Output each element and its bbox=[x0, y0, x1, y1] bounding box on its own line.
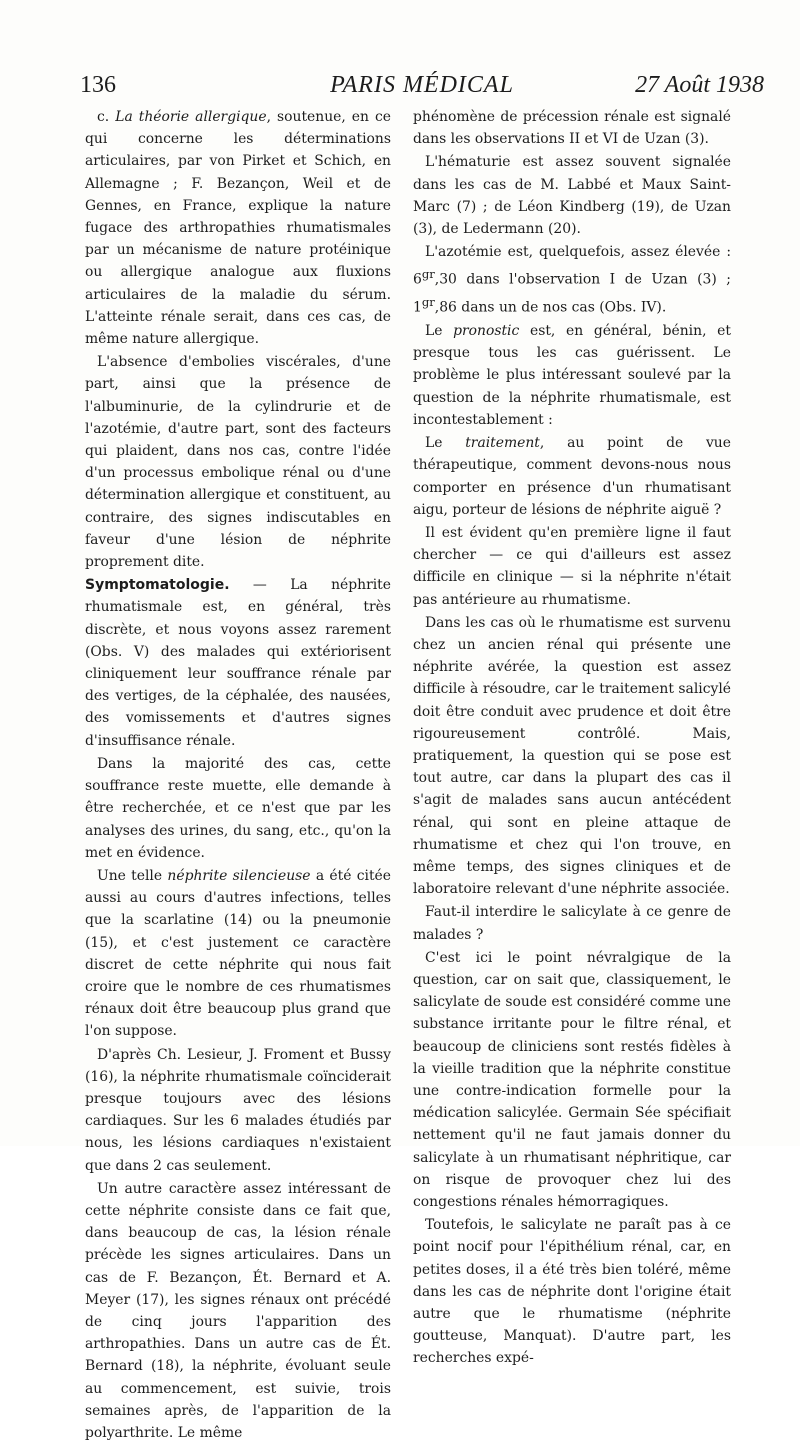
paragraph-question: Faut-il interdire le salicylate à ce genre de malades ? bbox=[413, 904, 731, 943]
emphasis-treatment: traitement bbox=[465, 435, 540, 452]
emphasis-silent-nephritis: néphrite silencieuse bbox=[167, 867, 311, 884]
paragraph-precession: Un autre caractère assez intéressant de cette néphrite consiste dans ce fait que, dans beaucoup de cas, la lésion rénale précède les signes articulaires. Dans un cas de F. Bezançon, Ét. Bernard et A. Meyer (17), les signes rénaux ont précédé de cinq jours l'apparition des arthropathies. Dans un autre cas de Ét. Bernard (18), la néphrite, évoluant seule au commencement, est suivie, trois semaines après, de l'apparition de la polyarthrite. Le même bbox=[85, 1180, 391, 1441]
paragraph-practical: Dans les cas où le rhumatisme est survenu chez un ancien rénal qui présente une néphrite avérée, la question est assez difficile à résoudre, car le traitement salicylé doit être conduit avec prudence et doit être rigoureusement contrôlé. Mais, pratiquement, la question qui se pose est tout autre, car dans la plupart des cas il s'agit de malades sans aucun antécédent rénal, qui sont en pleine attaque de rhumatisme et chez qui l'on trouve, en même temps, des signes cliniques et de laboratoire relevant d'une néphrite associée. bbox=[413, 614, 731, 898]
paragraph-hematuria: L'hématurie est assez souvent signalée dans les cas de M. Labbé et Maux Saint-Marc (7) ; de Léon Kindberg (19), de Uzan (3), de Ledermann (20). bbox=[413, 154, 731, 238]
journal-title: PARIS MÉDICAL bbox=[330, 72, 514, 98]
page-number: 136 bbox=[80, 72, 116, 98]
paragraph-treatment: Le traitement, au point de vue thérapeutique, comment devons-nous nous comporter en présence d'un rhumatisant aigu, porteur de lésions de néphrite aiguë ? bbox=[413, 435, 731, 518]
paragraph-tolerance: Toutefois, le salicylate ne paraît pas à ce point nocif pour l'épithélium rénal, car, en petites doses, il a été très bien toléré, même dans les cas de néphrite dont l'origine était autre que le rhumatisme (néphrite goutteuse, Manquat). D'autre part, les recherches expé- bbox=[413, 1217, 731, 1367]
running-header bbox=[80, 72, 764, 102]
paragraph-prognosis: Le pronostic est, en général, bénin, et presque tous les cas guérissent. Le problème le plus intéressant soulevé par la question de la néphrite rhumatismale, est incontestablement : bbox=[413, 323, 731, 428]
paragraph-azotemia: L'azotémie est, quelquefois, assez élevée : $6^{gr},30$ dans l'observation I de Uzan (3) ; $1^{gr},86$ dans un de nos cas (Obs. IV). bbox=[413, 244, 731, 316]
paragraph-silent-nephritis: Une telle néphrite silencieuse a été citée aussi au cours d'autres infections, telles que la scarlatine (14) ou la pneumonie (15), et c'est justement ce caractère discret de cette néphrite qui nous fait croire que le nombre de ces rhumatismes rénaux doit être beaucoup plus grand que l'on suppose. bbox=[85, 867, 391, 1040]
paragraph-symptomatology: Symptomatologie. — La néphrite rhumatismale est, en général, très discrète, et nous voyons assez rarement (Obs. V) des malades qui extériorisent cliniquement leur souffrance rénale par des vertiges, de la céphalée, des nausées, des vomissements et d'autres signes d'insuffisance rénale. bbox=[85, 577, 391, 749]
right-column bbox=[413, 106, 731, 1370]
paragraph-silent: Dans la majorité des cas, cette souffrance reste muette, elle demande à être recherchée, et ce n'est que par les analyses des urines, du sang, etc., qu'on la met en évidence. bbox=[85, 755, 391, 861]
emphasis-allergic-theory: La théorie allergique bbox=[115, 109, 267, 125]
emphasis-prognosis: pronostic bbox=[453, 323, 520, 340]
left-column bbox=[85, 106, 391, 1444]
issue-date: 27 Août 1938 bbox=[635, 72, 764, 98]
paragraph-continuation: phénomène de précession rénale est signalé dans les observations II et VI de Uzan (3). bbox=[413, 109, 731, 148]
paragraph-embolism: L'absence d'embolies viscérales, d'une part, ainsi que la présence de l'albuminurie, de la cylindrurie et de l'azotémie, d'autre part, sont des facteurs qui plaident, dans nos cas, contre l'idée d'un processus embolique rénal ou d'une détermination allergique et constituent, au contraire, des signes indiscutables en faveur d'une lésion de néphrite proprement dite. bbox=[85, 354, 391, 571]
paragraph-allergic-theory: c. La théorie allergique, soutenue, en ce qui concerne les déterminations articulaires, par von Pirket et Schich, en Allemagne ; F. Bezançon, Weil et de Gennes, en France, explique la nature fugace des arthropathies rhumatismales par un mécanisme de nature protéinique ou allergique analogue aux fluxions articulaires de la maladie du sérum. L'atteinte rénale serait, dans ces cas, de même nature allergique. bbox=[85, 109, 391, 348]
paragraph-cardiac: D'après Ch. Lesieur, J. Froment et Bussy (16), la néphrite rhumatismale coïnciderait presque toujours avec des lésions cardiaques. Sur les 6 malades étudiés par nous, les lésions cardiaques n'existaient que dans 2 cas seulement. bbox=[85, 1046, 391, 1174]
paragraph-anteriority: Il est évident qu'en première ligne il faut chercher — ce qui d'ailleurs est assez difficile en clinique — si la néphrite n'était pas antérieure au rhumatisme. bbox=[413, 524, 731, 608]
paragraph-salicylate: C'est ici le point névralgique de la question, car on sait que, classiquement, le salicylate de soude est considéré comme une substance irritante pour le filtre rénal, et beaucoup de cliniciens sont restés fidèles à la vieille tradition que la néphrite constitue une contre-indication formelle pour la médication salicylée. Germain Sée spécifiait nettement qu'il ne faut jamais donner du salicylate à un rhumatisant néphritique, car on risque de provoquer chez lui des congestions rénales hémorragiques. bbox=[413, 949, 731, 1210]
section-heading-symptomatology: Symptomatologie. bbox=[85, 577, 230, 594]
